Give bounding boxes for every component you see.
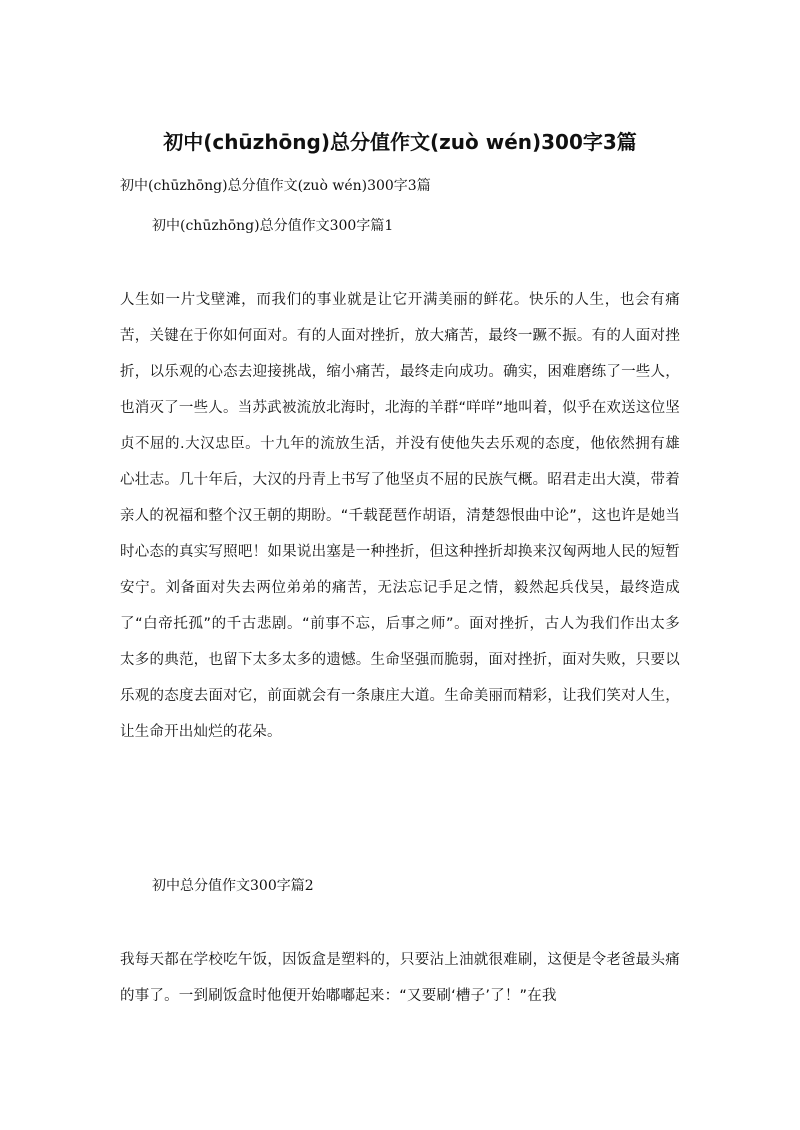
document-subtitle: 初中(chūzhōng)总分值作文(zuò wén)300字3篇 — [120, 178, 431, 194]
section-2-paragraph: 我每天都在学校吃午饭，因饭盒是塑料的，只要沾上油就很难刷，这便是令老爸最头痛的事了。一到刷饭盒时他便开始嘟嘟起来：“又要刷‘槽子’了！”在我 — [120, 952, 680, 1004]
section-2-heading: 初中总分值作文300字篇2 — [152, 878, 314, 894]
section-1-paragraph: 人生如一片戈壁滩，而我们的事业就是让它开满美丽的鲜花。快乐的人生，也会有痛苦，关键在于你如何面对。有的人面对挫折，放大痛苦，最终一蹶不振。有的人面对挫折，以乐观的心态去迎接挑战，缩小痛苦，最终走向成功。确实，困难磨练了一些人，也消灭了一些人。当苏武被流放北海时，北海的羊群“咩咩”地叫着，似乎在欢送这位坚贞不屈的.大汉忠臣。十九年的流放生活，并没有使他失去乐观的态度，他依然拥有雄心壮志。几十年后，大汉的丹青上书写了他坚贞不屈的民族气概。昭君走出大漠，带着亲人的祝福和整个汉王朝的期盼。“千载琵琶作胡语，清楚怨恨曲中论”，这也许是她当时心态的真实写照吧！如果说出塞是一种挫折，但这种挫折却换来汉匈两地人民的短暂安宁。刘备面对失去两位弟弟的痛苦，无法忘记手足之情，毅然起兵伐吴，最终造成了“白帝托孤”的千古悲剧。“前事不忘，后事之师”。面对挫折，古人为我们作出太多太多的典范，也留下太多太多的遗憾。生命坚强而脆弱，面对挫折，面对失败，只要以乐观的态度去面对它，前面就会有一条康庄大道。生命美丽而精彩，让我们笑对人生，让生命开出灿烂的花朵。 — [120, 292, 680, 740]
section-1-heading: 初中(chūzhōng)总分值作文300字篇1 — [152, 218, 394, 234]
document-title: 初中(chūzhōng)总分值作文(zuò wén)300字3篇 — [163, 130, 637, 154]
